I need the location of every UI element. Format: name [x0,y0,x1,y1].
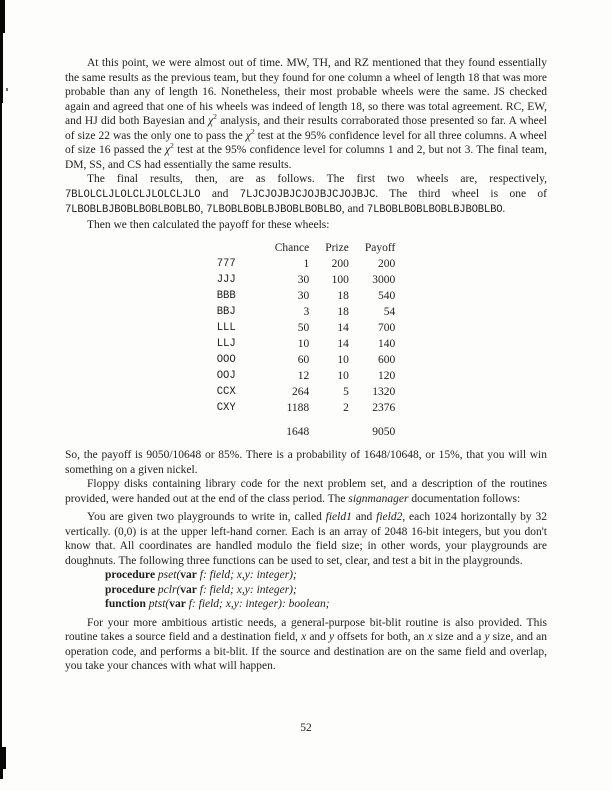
text-segment: f: field; x,y: integer); [196,583,297,596]
text-segment: Then we then calculated the payoff for these wheels: [87,218,330,231]
text-segment: 7LBOBLBOBLBOBLBJBOBLBO [366,204,503,216]
table-row [217,384,396,400]
text-segment: var [180,583,197,596]
paragraph-playgrounds [65,510,547,568]
total-payoff: 9050 [372,426,396,438]
text-segment: field2 [376,511,403,523]
text-segment: size and a [432,631,485,643]
text-segment: function [105,598,149,610]
text-segment: procedure [105,583,158,596]
text-segment: and [200,187,240,200]
procedure-declarations [105,568,547,612]
cell-prize: 14 [337,338,349,350]
scan-speck-artifact [6,88,8,91]
text-segment: At this point, we were almost out of time. MW, TH, and RZ mentioned that they found essentially the same results as the previous team, but they found for one column a wheel of length 18 that was more probable than any of length 16. Nonetheless, their most probable wheels were the same. JS checked again and agreed that one of his wheels was indeed of length 18, so there was total agreement. RC, EW, and HJ did both Bayesian and [65,57,547,127]
text-segment: ptst( [148,598,170,610]
payoff-table [217,240,396,440]
code-line-pclr [105,583,547,598]
text-segment: 2 [213,112,217,122]
paragraph-payoff-intro [65,218,547,233]
text-segment: f: field; x,y: integer); [196,569,297,581]
text-segment: So, the payoff is 9050/10648 or 85%. There is a probability of 1648/10648, or 15%, that you will win something on a given nickel. [65,449,547,476]
text-segment: and [306,631,329,643]
text-segment: , each 1024 horizontally by 32 vertically. (0,0) is at the upper left-hand corner. Each is an array of 2048 16-bit integers, but you don't know that. All coordinates are handled modulo the field size; in other words, your playgrounds are doughnuts. The following three functions can be used to set, clear, and test a bit in the playgrounds. [65,511,547,567]
code-line-ptst [105,597,547,612]
cell-payoff: 2376 [372,402,396,414]
scan-edge-artifact-top [0,0,5,33]
text-segment: χ [165,144,171,156]
table-row [217,352,396,368]
cell-prize: 5 [343,386,349,398]
cell-chance: 50 [297,322,310,334]
cell-label: JJJ [216,274,236,286]
text-segment: offsets for both, an [334,631,428,643]
text-segment: field1 [325,511,352,523]
cell-prize: 200 [331,258,349,270]
total-empty-prize [309,416,349,440]
cell-label: OOJ [216,370,236,382]
cell-payoff: 1320 [372,386,396,398]
table-header-prize: Prize [325,242,349,254]
table-row [217,288,396,304]
page-number: 52 [300,722,312,734]
text-segment: y [329,631,335,643]
table-row [217,368,396,384]
text-segment: test at the 95% confidence level for all three columns. A wheel of size 16 passed the [65,129,547,156]
table-row [217,272,396,288]
cell-chance: 1188 [286,402,310,414]
cell-label: BBB [216,290,236,302]
cell-label: LLL [216,322,236,334]
paragraph-bitblit [65,616,547,674]
table-row [217,320,396,336]
text-segment: var [169,598,186,610]
text-segment: documentation follows: [408,492,521,505]
cell-prize: 2 [343,402,349,414]
text-segment: χ [208,115,214,127]
paragraph-floppy-disks [65,477,547,506]
text-segment: analysis, and their results corraborated those presented so far. A wheel of size 22 was the only one to pass the [65,115,547,142]
cell-chance: 60 [297,354,310,366]
scan-edge-artifact-blob [0,747,6,769]
cell-prize: 10 [337,370,349,382]
text-segment: y [484,631,490,643]
paragraph-final-results [65,172,547,218]
text-segment: var [180,569,197,581]
cell-label: BBJ [216,306,236,318]
scan-edge-artifact-upper [0,33,3,103]
cell-chance: 1 [303,258,310,270]
scan-edge-artifact-tail [0,769,3,779]
cell-chance: 12 [297,370,310,382]
text-segment: f: field; x,y: integer): boolean; [185,598,330,610]
code-line-pset [105,568,547,583]
text-segment: and [351,511,377,523]
text-segment: 7LJCJOJBJCJOJBJCJOJBJC [239,188,376,201]
cell-payoff: 120 [378,370,396,382]
text-segment: 7LBOBLBOBLBJBOBLBOBLBO [206,204,342,216]
table-row [217,400,396,416]
cell-label: CXY [216,402,236,414]
text-segment: The final results, then, are as follows. The first two wheels are, respectively, [87,173,547,185]
text-segment: pset( [157,569,181,581]
text-segment: , and [341,203,367,215]
paragraph-payoff-summary [65,448,547,477]
table-header-payoff: Payoff [364,242,396,254]
cell-chance: 30 [297,274,310,286]
cell-prize: 14 [337,322,349,334]
cell-label: OOO [216,354,236,366]
text-segment: 7LBOBLBJBOBLBOBLBOBLBO [65,204,201,216]
text-segment: pclr( [157,583,181,596]
text-segment: Floppy disks containing library code for the next problem set, and a description of the routines provided, were handed out at the end of the class period. The [65,478,547,505]
table-row [217,256,396,272]
cell-payoff: 3000 [372,274,396,286]
cell-payoff: 700 [378,322,396,334]
total-chance: 1648 [286,426,310,438]
table-header-row [217,240,396,256]
table-header-chance: Chance [274,242,310,254]
text-segment: , [200,203,207,215]
cell-prize: 10 [337,354,349,366]
text-segment: χ [245,129,251,142]
cell-chance: 10 [297,338,310,350]
text-segment: test at the 95% confidence level for columns 1 and 2, but not 3. The final team, DM, SS, and CS had essentially the same results. [65,144,547,171]
cell-label: LLJ [216,338,236,350]
text-segment: x [427,631,433,643]
text-segment: size, and an operation code, and performs a bit-blit. If the source and destination are on the same field and overlap, you take your chances with what will happen. [65,631,547,672]
cell-prize: 18 [337,306,349,318]
cell-label: CCX [216,386,236,398]
text-segment: . [502,203,506,215]
text-segment: You are given two playgrounds to write in, called [87,511,326,523]
cell-payoff: 200 [378,258,396,270]
scan-edge-artifact [0,0,2,779]
text-segment: procedure [105,569,158,581]
text-segment: 2 [170,141,174,151]
table-row [217,336,396,352]
cell-payoff: 600 [378,354,396,366]
paragraph-results-intro [65,56,547,172]
cell-prize: 100 [331,274,349,286]
cell-chance: 3 [303,306,310,318]
text-segment: 2 [250,126,255,136]
text-segment: x [301,631,307,643]
text-segment: signmanager [348,492,409,505]
total-empty-label [217,416,259,440]
text-segment: 7BLOLCLJLOLCLJLOLCLJLO [65,188,201,201]
cell-label: 777 [216,258,236,270]
cell-chance: 264 [291,386,310,398]
cell-payoff: 540 [378,290,396,302]
cell-payoff: 54 [383,306,396,318]
table-header-empty [217,240,259,256]
text-segment: . The third wheel is one of [375,187,547,200]
cell-prize: 18 [337,290,349,302]
cell-payoff: 140 [378,338,396,350]
text-segment: For your more ambitious artistic needs, a general-purpose bit-blit routine is also provided. This routine takes a source field and a destination field, [65,616,547,643]
page-content [65,56,547,674]
cell-chance: 30 [297,290,310,302]
table-totals-row [217,416,396,440]
table-row [217,304,396,320]
